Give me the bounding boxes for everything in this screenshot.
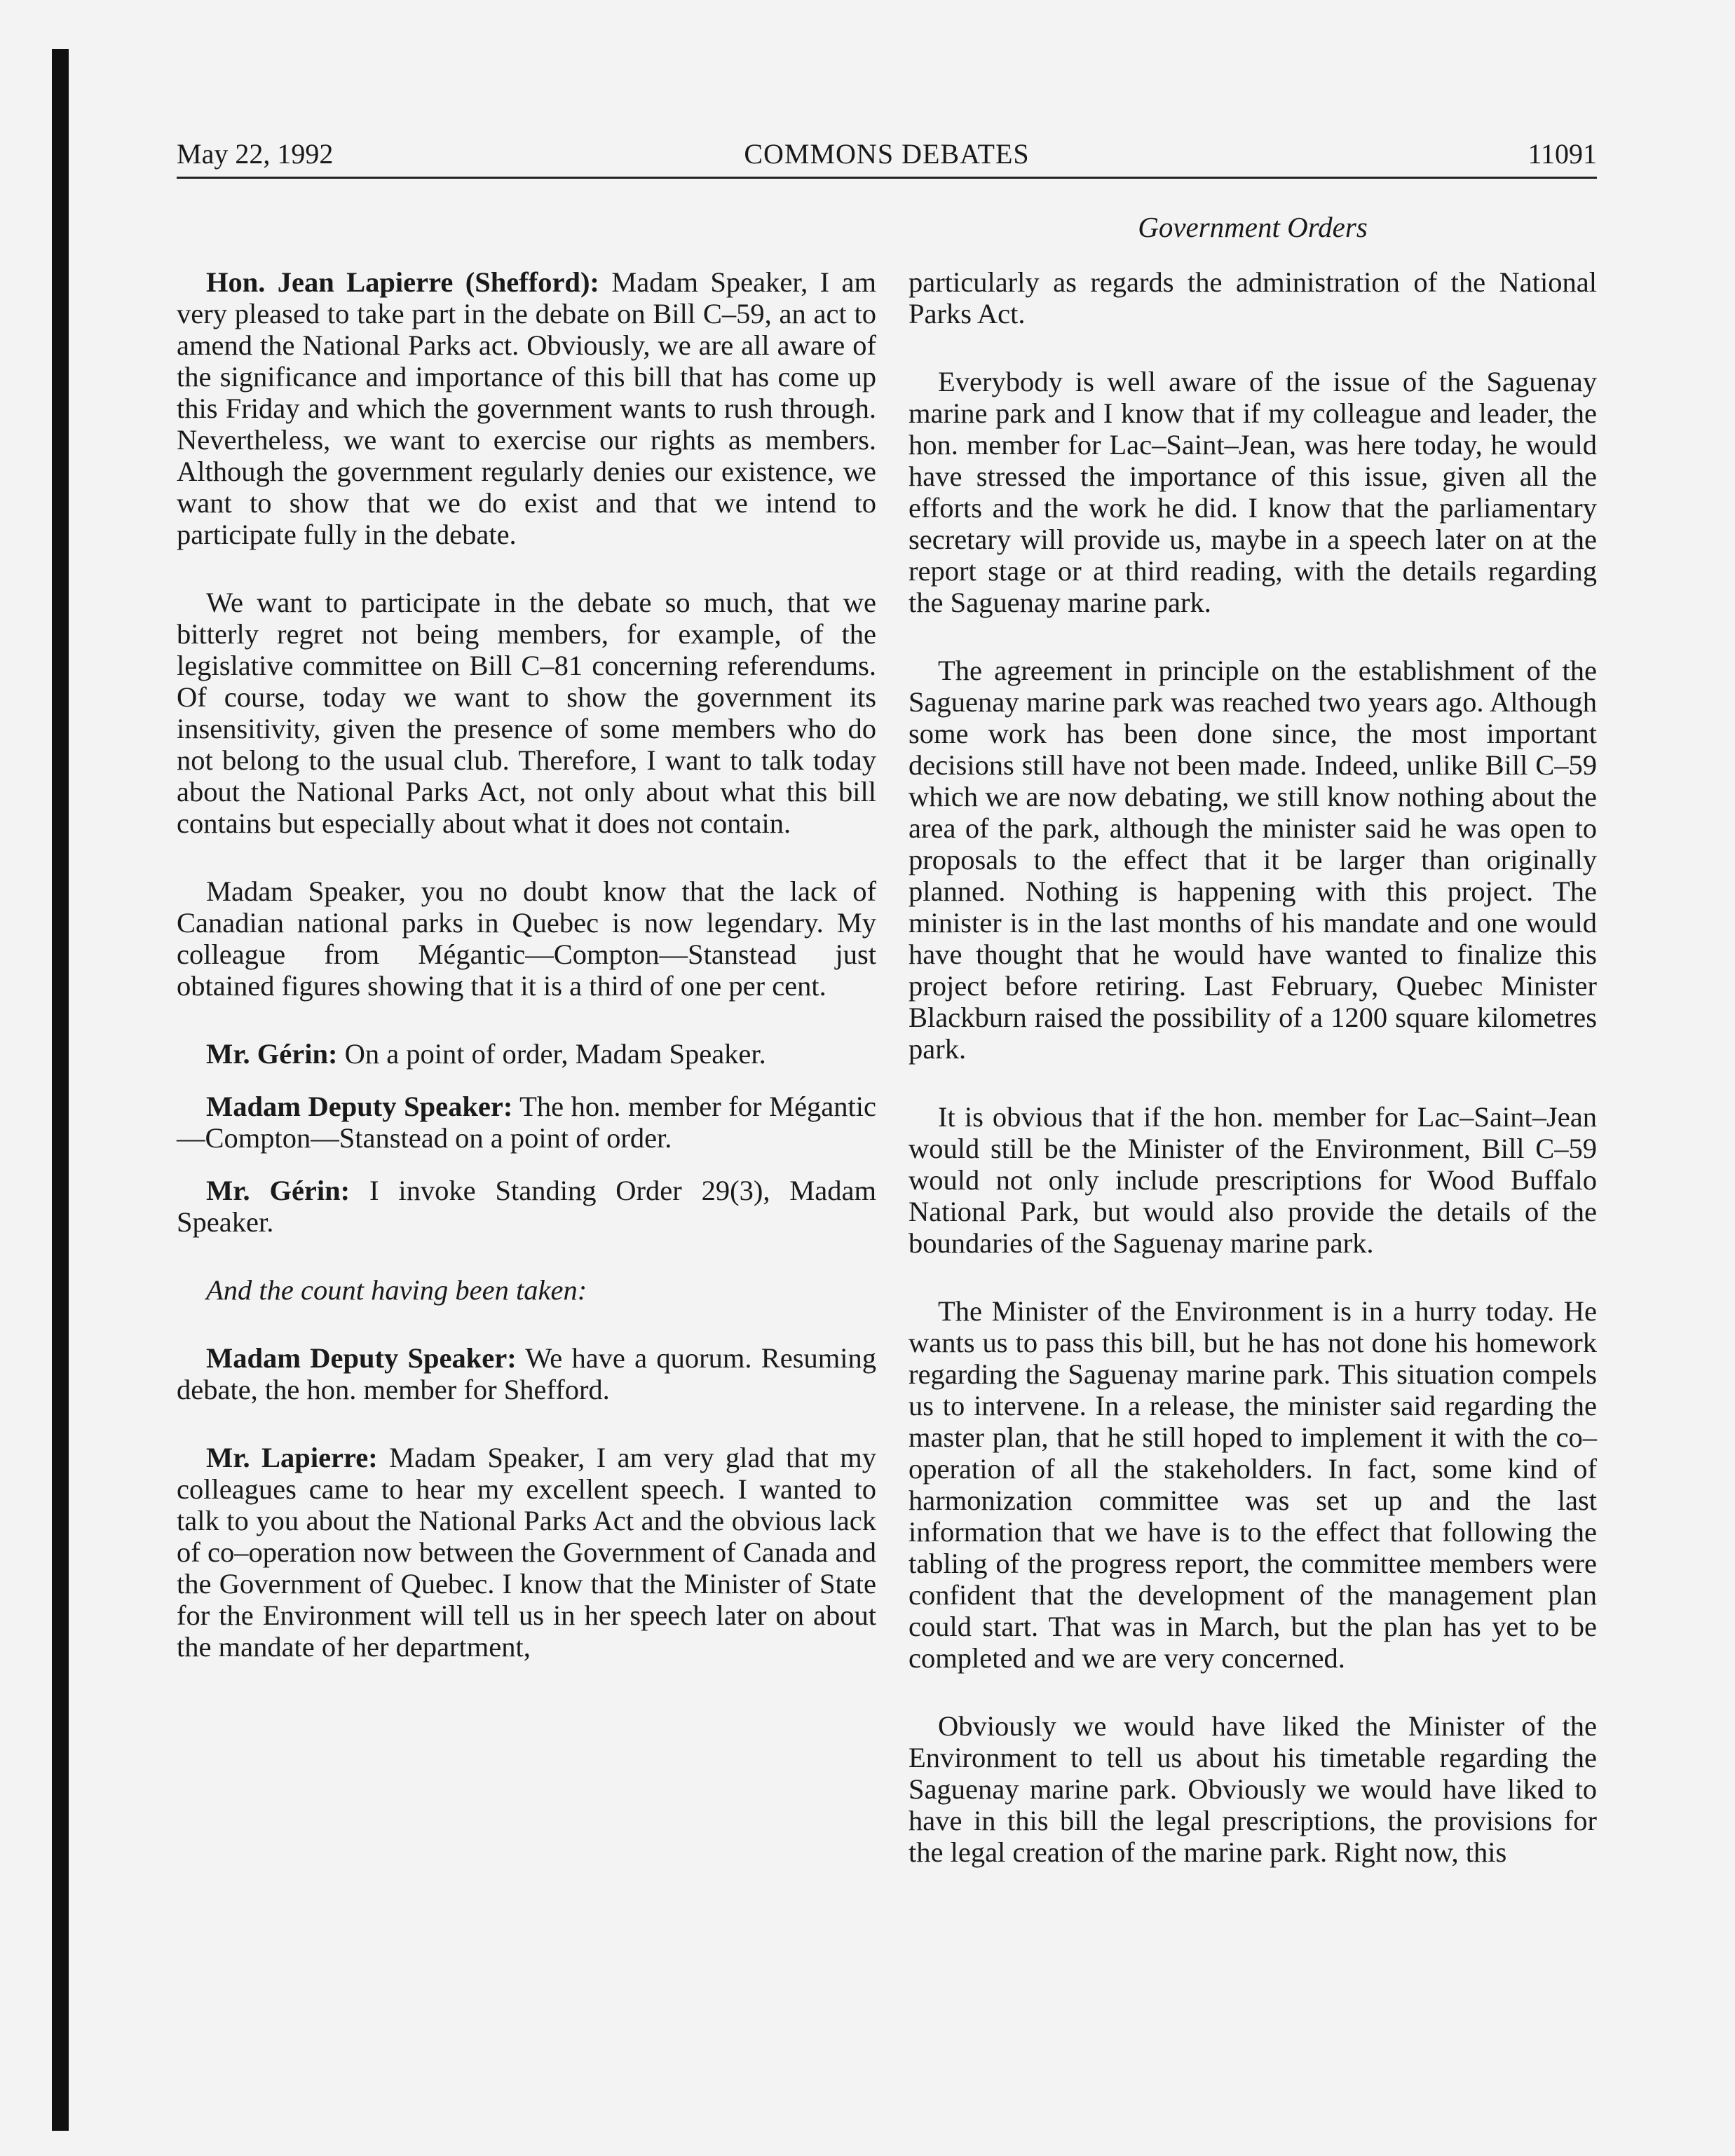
paragraph: [909, 266, 1597, 329]
header-rule: [177, 177, 1597, 179]
paragraph-text: Madam Speaker, you no doubt know that the lack of Canadian national parks in Quebec is now legendary. My colleague from Mégantic—Compton—Stanstead just obtained figures showing that it is a third of one per cent.: [177, 875, 876, 1002]
scan-edge-bar: [52, 49, 69, 2131]
paragraph-text: And the count having been taken:: [206, 1274, 587, 1306]
paragraph: [177, 1091, 876, 1154]
paragraph: [909, 655, 1597, 1065]
speaker-name: Hon. Jean Lapierre (Shefford):: [206, 266, 599, 298]
paragraph-text: particularly as regards the administration of the National Parks Act.: [909, 266, 1597, 329]
paragraph-text: On a point of order, Madam Speaker.: [337, 1038, 766, 1070]
page-number: 11091: [1528, 138, 1597, 170]
paragraph-text: Obviously we would have liked the Minister of the Environment to tell us about his timetable regarding the Saguenay marine park. Obviously we would have liked to have in this bill the legal prescriptions, the provisions for the legal creation of the marine park. Right now, this: [909, 1710, 1597, 1868]
speaker-name: Madam Deputy Speaker:: [206, 1342, 517, 1374]
paragraph: [177, 1175, 876, 1238]
paragraph: [177, 1342, 876, 1405]
speaker-name: Mr. Lapierre:: [206, 1442, 378, 1473]
paragraph-text: The Minister of the Environment is in a hurry today. He wants us to pass this bill, but he has not done his homework regarding the Saguenay marine park. This situation compels us to intervene. In a release, the minister said regarding the master plan, that he still hoped to implement it with the co–operation of all the stakeholders. In fact, some kind of harmonization committee was set up and the last information that we have is to the effect that following the tabling of the progress report, the committee members were confident that the development of the management plan could start. That was in March, but the plan has yet to be completed and we are very concerned.: [909, 1295, 1597, 1674]
paragraph-text: We want to participate in the debate so much, that we bitterly regret not being members, for example, of the legislative committee on Bill C–81 concerning referendums. Of course, today we want to show the government its insensitivity, given the presence of some members who do not belong to the usual club. Therefore, I want to talk today about the National Parks Act, not only about what this bill contains but especially about what it does not contain.: [177, 587, 876, 839]
header-date: May 22, 1992: [177, 138, 334, 170]
paragraph-text: We have a quorum. Resuming debate, the hon. member for Shefford.: [177, 1342, 876, 1405]
paragraph: [177, 266, 876, 550]
right-column: [909, 266, 1597, 1904]
paragraph: [909, 1101, 1597, 1259]
header-title: COMMONS DEBATES: [744, 138, 1030, 170]
paragraph: [177, 875, 876, 1002]
paragraph: [177, 587, 876, 839]
paragraph-text: The agreement in principle on the establishment of the Saguenay marine park was reached two years ago. Although some work has been done since, the most important decisions still have not been made. Indeed, unlike Bill C–59 which we are now debating, we still know nothing about the area of the park, although the minister said he was open to proposals to the effect that it be larger than originally planned. Nothing is happening with this project. The minister is in the last months of his mandate and one would have thought that he would have wanted to finalize this project before retiring. Last February, Quebec Minister Blackburn raised the possibility of a 1200 square kilometres park.: [909, 655, 1597, 1065]
page-header: [177, 135, 1597, 174]
paragraph-text: Everybody is well aware of the issue of the Saguenay marine park and I know that if my colleague and leader, the hon. member for Lac–Saint–Jean, was here today, he would have stressed the importance of this issue, given all the efforts and the work he did. I know that the parliamentary secretary will provide us, maybe in a speech later on at the report stage or at third reading, with the details regarding the Saguenay marine park.: [909, 366, 1597, 618]
speaker-name: Madam Deputy Speaker:: [206, 1091, 513, 1122]
procedural-note: [177, 1274, 876, 1306]
left-column: [177, 266, 876, 1699]
section-heading: Government Orders: [1138, 211, 1368, 243]
paragraph-text: I invoke Standing Order 29(3), Madam Speaker.: [177, 1175, 877, 1238]
paragraph: [909, 1710, 1597, 1868]
paragraph: [909, 1295, 1597, 1674]
paragraph: [909, 366, 1597, 618]
paragraph-text: Madam Speaker, I am very glad that my colleagues came to hear my excellent speech. I wanted to talk to you about the National Parks Act and the obvious lack of co–operation now between the Government of Canada and the Government of Quebec. I know that the Minister of State for the Environment will tell us in her speech later on about the mandate of her department,: [177, 1442, 877, 1663]
paragraph: [177, 1038, 876, 1070]
paragraph-text: It is obvious that if the hon. member for Lac–Saint–Jean would still be the Minister of the Environment, Bill C–59 would not only include prescriptions for Wood Buffalo National Park, but would also provide the details of the boundaries of the Saguenay marine park.: [909, 1101, 1597, 1259]
paragraph-text: Madam Speaker, I am very pleased to take part in the debate on Bill C–59, an act to amend the National Parks act. Obviously, we are all aware of the significance and importance of this bill that has come up this Friday and which the government wants to rush through. Nevertheless, we want to exercise our rights as members. Although the government regularly denies our existence, we want to show that we do exist and that we intend to participate fully in the debate.: [177, 266, 876, 550]
paragraph: [177, 1442, 876, 1663]
speaker-name: Mr. Gérin:: [206, 1038, 338, 1070]
speaker-name: Mr. Gérin:: [206, 1175, 351, 1206]
paragraph-text: The hon. member for Mégantic—Compton—Stanstead on a point of order.: [177, 1091, 877, 1154]
